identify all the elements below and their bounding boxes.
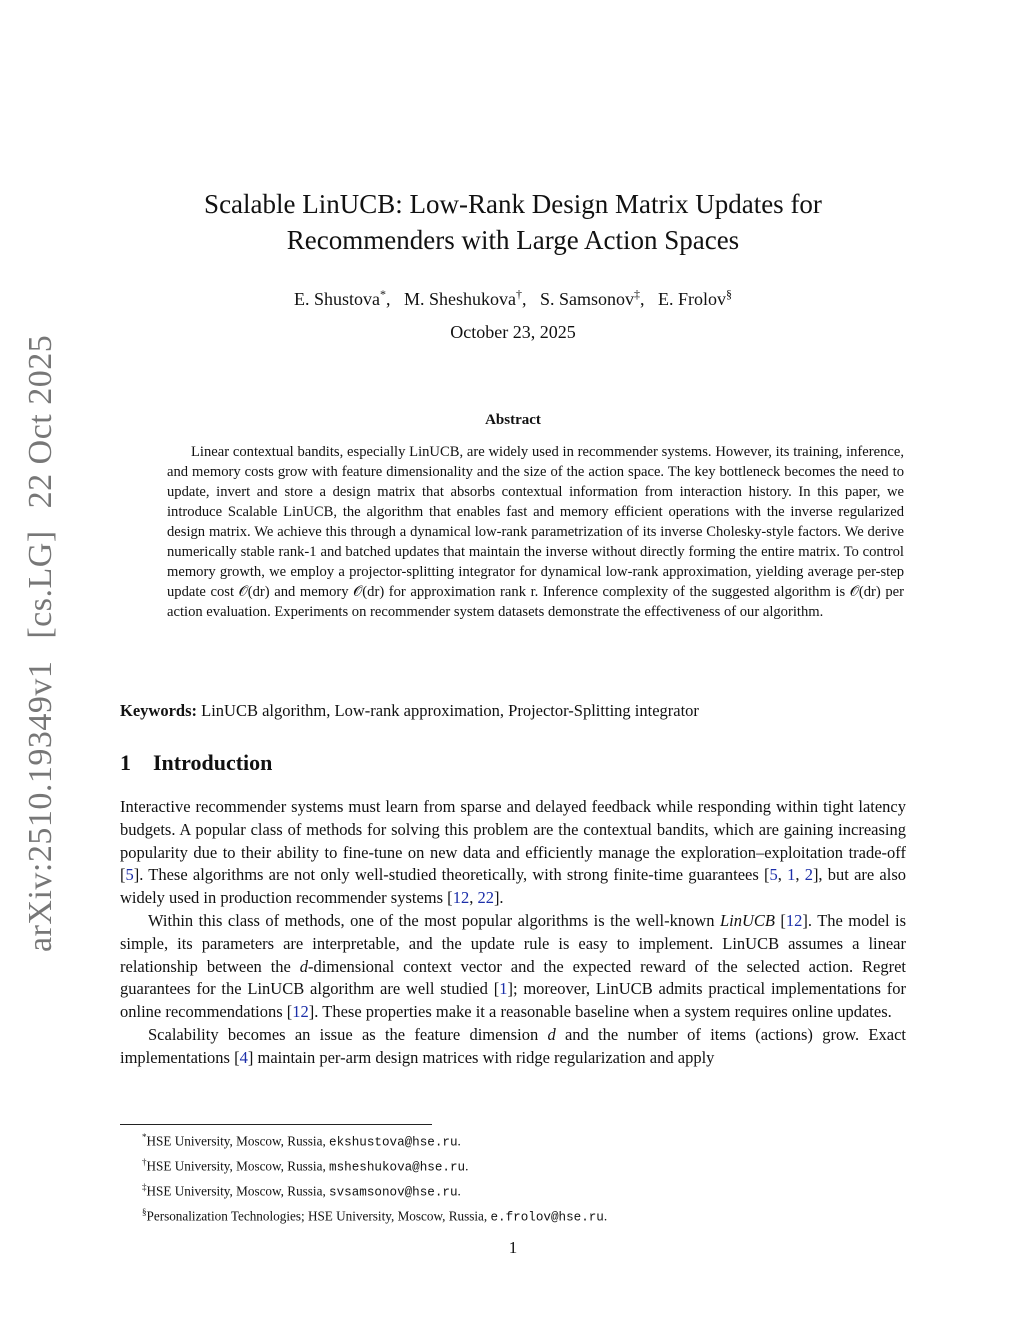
footnote-end: .	[465, 1158, 469, 1174]
page-number: 1	[508, 1238, 518, 1257]
citation-link[interactable]: 12	[452, 888, 470, 908]
email-link[interactable]: e.frolov@hse.ru	[490, 1210, 604, 1225]
text-run: [	[774, 910, 786, 930]
author-mark[interactable]: *	[379, 287, 386, 301]
keywords-list: LinUCB algorithm, Low-rank approximation, Projector-Splitting integrator	[201, 701, 699, 720]
text-run: ]. The model is simple, its parameters are interpretable, and the update rule is easy to implement. LinUCB assumes a linear relationship between the	[120, 910, 906, 976]
author-list: E. Shustova*, M. Sheshukova†, S. Samsonov‡, E. Frolov§	[293, 287, 733, 309]
footnote-mark: ‡	[142, 1181, 147, 1192]
email-link[interactable]: ekshustova@hse.ru	[329, 1135, 458, 1150]
paper-title	[120, 186, 906, 258]
footnote-text: HSE University, Moscow, Russia,	[146, 1158, 330, 1174]
arxiv-id: arXiv:2510.19349v1	[22, 660, 59, 952]
introduction-body	[120, 796, 906, 1070]
author-mark[interactable]: §	[726, 287, 733, 301]
footnote-text: Personalization Technologies; HSE University, Moscow, Russia,	[146, 1208, 491, 1224]
paper-date: October 23, 2025	[450, 322, 576, 342]
footnote-mark: *	[142, 1132, 147, 1142]
footnote-mark: §	[142, 1206, 147, 1217]
author-mark[interactable]: †	[515, 287, 522, 301]
text-run: Scalability becomes an issue as the feature dimension	[148, 1024, 548, 1044]
citation-link[interactable]: 5	[769, 865, 778, 885]
text-run: ], but are also widely used in production recommender systems [	[120, 865, 906, 908]
keywords-label: Keywords:	[120, 701, 197, 720]
citation-link[interactable]: 1	[787, 865, 796, 885]
citation-link[interactable]: 4	[239, 1047, 248, 1067]
text-run: ]. These properties make it a reasonable baseline when a system requires online updates.	[308, 1002, 892, 1022]
citation-link[interactable]: 2	[804, 865, 813, 885]
footnote-item	[142, 1203, 906, 1228]
author-name: M. Sheshukova	[403, 289, 516, 309]
citation-link[interactable]: 12	[292, 1002, 309, 1022]
footnote-end: .	[457, 1183, 461, 1199]
footnote-item	[142, 1128, 906, 1153]
section-title: Introduction	[153, 750, 273, 775]
title-line-1: Scalable LinUCB: Low-Rank Design Matrix Updates for	[204, 189, 822, 219]
text-run: ]; moreover, LinUCB admits practical implementations for online recommendations [	[120, 979, 906, 1022]
author-mark[interactable]: ‡	[634, 287, 641, 301]
author-name: E. Frolov	[658, 289, 727, 309]
author-name: S. Samsonov	[539, 289, 635, 309]
citation-link[interactable]: 22	[477, 888, 494, 908]
keywords-line	[120, 700, 906, 722]
arxiv-sidebar-stamp	[22, 313, 60, 952]
text-run: ] maintain per-arm design matrices with ridge regularization and apply	[247, 1047, 715, 1067]
math-variable: d	[299, 956, 309, 976]
text-run: Within this class of methods, one of the most popular algorithms is the well-known	[148, 910, 720, 930]
math-variable: d	[547, 1024, 556, 1044]
email-link[interactable]: svsamsonov@hse.ru	[329, 1185, 458, 1200]
citation-link[interactable]: 1	[499, 979, 508, 999]
footnote-item	[142, 1178, 906, 1203]
text-run: Interactive recommender systems must learn from sparse and delayed feedback while responding within tight latency budgets. A popular class of methods for solving this problem are the contextual bandits, which are gaining increasing popularity due to their ability to fine-tune on new data and efficiently manage the exploration–exploitation trade-off [	[120, 797, 906, 885]
abstract-heading: Abstract	[485, 412, 541, 428]
author-name: E. Shustova	[293, 289, 380, 309]
footnote-end: .	[603, 1208, 608, 1224]
section-heading	[120, 750, 906, 776]
citation-link[interactable]: 12	[785, 910, 803, 930]
email-link[interactable]: msheshukova@hse.ru	[329, 1160, 466, 1175]
footnote-item	[142, 1153, 906, 1178]
text-run: and the number of items (actions) grow. Exact implementations [	[120, 1024, 906, 1067]
text-run: ]. These algorithms are not only well-studied theoretically, with strong finite-time guarantees [	[133, 865, 770, 885]
title-line-2: Recommenders with Large Action Spaces	[286, 225, 740, 255]
text-run: -dimensional context vector and the expected reward of the selected action. Regret guarantees for the LinUCB algorithm are well studied [	[120, 956, 906, 999]
footnote-divider	[120, 1124, 432, 1125]
footnote-text: HSE University, Moscow, Russia,	[146, 1133, 330, 1149]
footnotes	[142, 1128, 906, 1228]
arxiv-date: 22 Oct 2025	[22, 334, 59, 509]
section-number: 1	[120, 750, 131, 775]
emphasis-linucb: LinUCB	[719, 910, 775, 930]
intro-paragraph-2	[120, 910, 906, 1024]
intro-paragraph-3	[120, 1024, 906, 1070]
text-run: ].	[493, 888, 504, 908]
citation-link[interactable]: 5	[125, 865, 134, 885]
footnote-mark: †	[142, 1156, 147, 1167]
footnote-end: .	[457, 1133, 461, 1149]
arxiv-category: [cs.LG]	[22, 530, 59, 639]
abstract-text: Linear contextual bandits, especially LinUCB, are widely used in recommender systems. However, its training, inference, and memory costs grow with feature dimensionality and the size of the action space. The key bottleneck becomes the need to update, invert and store a design matrix that absorbs contextual information from interaction history. In this paper, we introduce Scalable LinUCB, the algorithm that enables fast and memory efficient operations with the inverse regularized design matrix. We achieve this through a dynamical low-rank parametrization of its inverse Cholesky-style factors. We derive numerically stable rank-1 and batched updates that maintain the inverse without directly forming the entire matrix. To control memory growth, we employ a projector-splitting integrator for dynamical low-rank approximation, yielding average per-step update cost 𝒪(dr) and memory 𝒪(dr) for approximation rank r. Inference complexity of the suggested algorithm is 𝒪(dr) per action evaluation. Experiments on recommender system datasets demonstrate the effectiveness of our algorithm.	[167, 444, 904, 620]
intro-paragraph-1: Interactive recommender systems must learn from sparse and delayed feedback while responding within tight latency budgets. A popular class of methods for solving this problem are the contextual bandits, which are gaining increasing popularity due to their ability to fine-tune on new data and efficiently manage the exploration–exploitation trade-off [5]. These algorithms are not only well-studied theoretically, with strong finite-time guarantees [5, 1, 2], but are also widely used in production recommender systems [12, 22].	[120, 797, 906, 908]
footnote-text: HSE University, Moscow, Russia,	[146, 1183, 330, 1199]
